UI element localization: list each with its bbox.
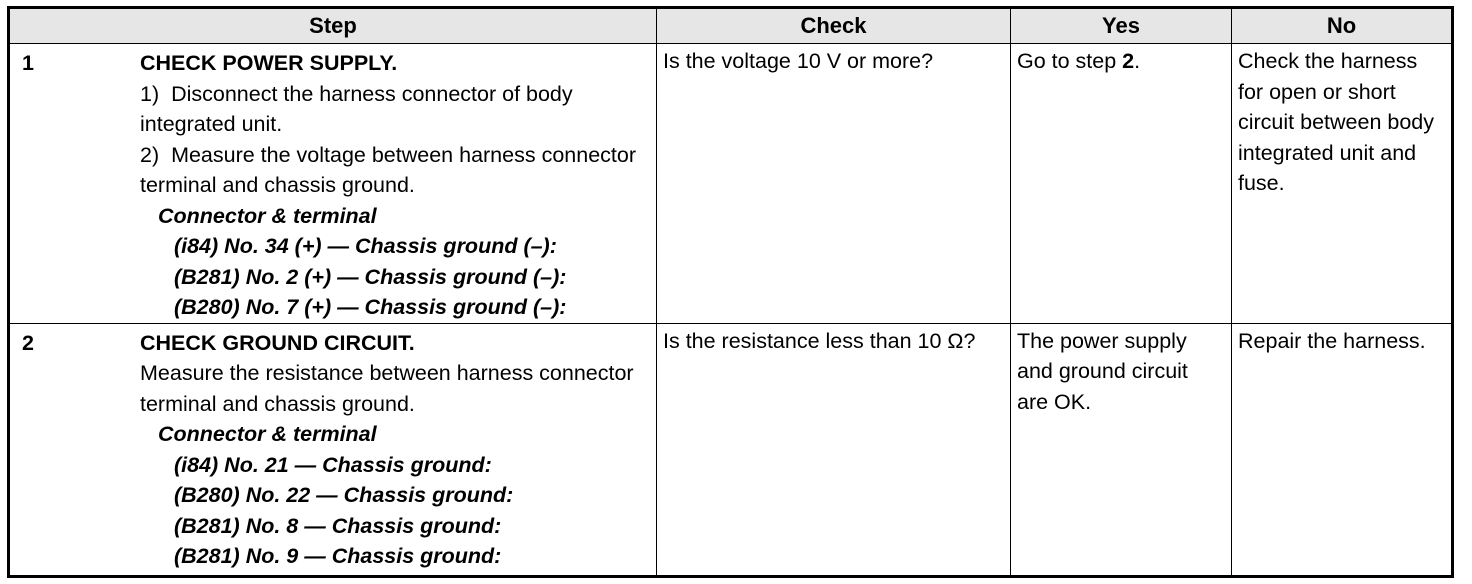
instruction-line: 1) Disconnect the harness connector of body integrated unit. (140, 81, 573, 136)
step-cell (9, 323, 657, 577)
instruction-line: Measure the resistance between harness connector terminal and chassis ground. (140, 361, 634, 416)
connector-heading: Connector & terminal (158, 422, 377, 446)
step-number: 2 (22, 330, 34, 355)
terminal-line: (B280) No. 7 (+) — Chassis ground (–): (174, 295, 567, 319)
step-reference: 2 (1122, 49, 1135, 73)
header-yes: Yes (1011, 8, 1232, 44)
yes-cell (1011, 44, 1232, 324)
header-row (9, 8, 1453, 44)
header-check: Check (657, 8, 1011, 44)
step-title: CHECK GROUND CIRCUIT. (140, 330, 415, 355)
no-cell: Check the harness for open or short circuit between body integrated unit and fuse. (1232, 44, 1453, 324)
header-step: Step (9, 8, 657, 44)
terminal-line: (B281) No. 8 — Chassis ground: (174, 513, 502, 538)
terminal-line: (i84) No. 34 (+) — Chassis ground (–): (174, 234, 557, 258)
step-body (140, 46, 648, 323)
check-cell: Is the resistance less than 10 Ω? (657, 323, 1011, 577)
yes-text-end: . (1134, 49, 1141, 73)
step-body (140, 326, 648, 572)
terminal-line: (B280) No. 22 — Chassis ground: (174, 483, 514, 507)
yes-cell: The power supply and ground circuit are OK. (1011, 323, 1232, 577)
check-cell: Is the voltage 10 V or more? (657, 44, 1011, 324)
connector-heading: Connector & terminal (158, 203, 377, 228)
no-cell: Repair the harness. (1232, 323, 1453, 577)
step-title: CHECK POWER SUPPLY. (140, 51, 398, 75)
terminal-line: (B281) No. 2 (+) — Chassis ground (–): (174, 264, 567, 289)
instruction-line: 2) Measure the voltage between harness connector terminal and chassis ground. (140, 142, 636, 197)
step-cell (9, 44, 657, 324)
yes-text: Go to step (1017, 49, 1123, 73)
header-no: No (1232, 8, 1453, 44)
terminal-line: (i84) No. 21 — Chassis ground: (174, 452, 492, 477)
step-number: 1 (22, 51, 34, 75)
terminal-line: (B281) No. 9 — Chassis ground: (174, 544, 502, 568)
diagnostic-table (7, 6, 1454, 578)
table-row-step-2 (9, 323, 1453, 577)
table-row-step-1 (9, 44, 1453, 324)
